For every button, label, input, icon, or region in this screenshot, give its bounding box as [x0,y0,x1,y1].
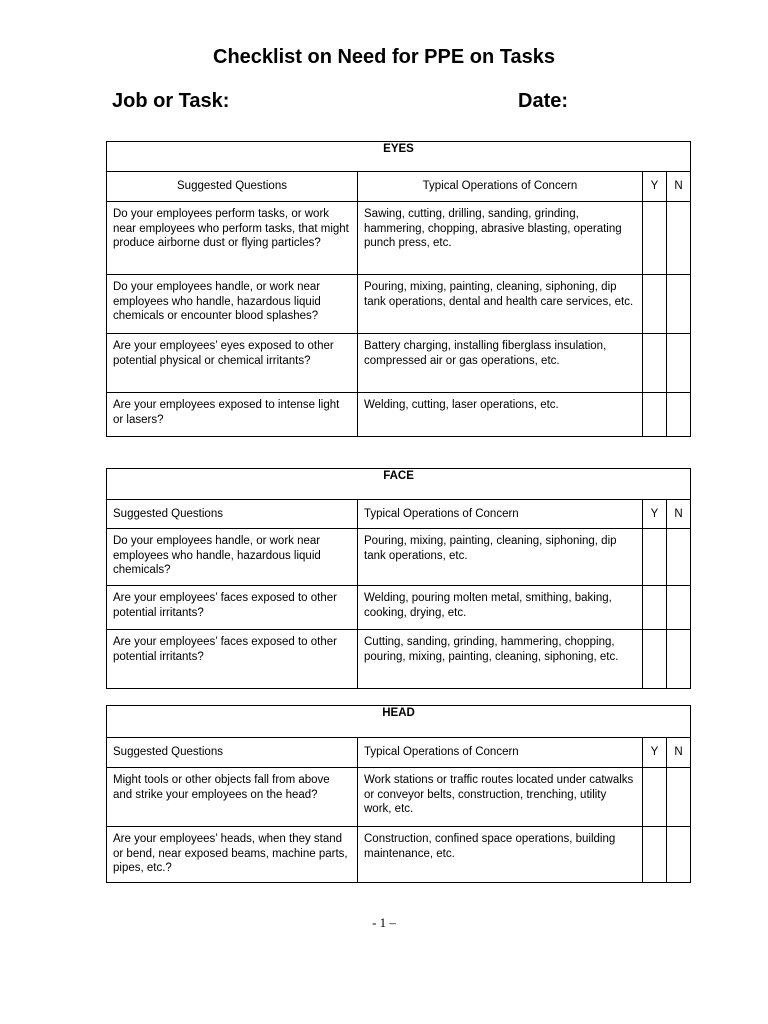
table-row [107,275,691,334]
section-title-head: HEAD [107,706,691,738]
table-row [107,586,691,630]
yes-checkbox-cell[interactable] [643,529,667,586]
column-header-operations: Typical Operations of Concern [358,500,643,529]
table-row [107,334,691,393]
question-cell: Do your employees perform tasks, or work near employees who perform tasks, that might produce airborne dust or flying particles? [107,202,358,275]
column-header-questions: Suggested Questions [107,738,358,768]
yes-checkbox-cell[interactable] [643,334,667,393]
operations-cell: Pouring, mixing, painting, cleaning, siphoning, dip tank operations, dental and health care services, etc. [358,275,643,334]
no-checkbox-cell[interactable] [667,768,691,827]
table-row [107,393,691,437]
question-cell: Are your employees exposed to intense light or lasers? [107,393,358,437]
no-checkbox-cell[interactable] [667,275,691,334]
table-row [107,202,691,275]
question-cell: Are your employees’ eyes exposed to other potential physical or chemical irritants? [107,334,358,393]
no-checkbox-cell[interactable] [667,586,691,630]
column-header-operations: Typical Operations of Concern [358,738,643,768]
operations-cell: Construction, confined space operations, building maintenance, etc. [358,827,643,883]
column-header-questions: Suggested Questions [107,500,358,529]
yes-checkbox-cell[interactable] [643,393,667,437]
operations-cell: Pouring, mixing, painting, cleaning, siphoning, dip tank operations, etc. [358,529,643,586]
table-row [107,768,691,827]
operations-cell: Welding, cutting, laser operations, etc. [358,393,643,437]
yes-checkbox-cell[interactable] [643,586,667,630]
column-header-no: N [667,172,691,202]
no-checkbox-cell[interactable] [667,393,691,437]
job-or-task-label: Job or Task: [112,90,230,112]
document-title: Checklist on Need for PPE on Tasks [213,46,555,68]
question-cell: Are your employees’ faces exposed to other potential irritants? [107,586,358,630]
date-label: Date: [518,90,569,112]
face-checklist-table [106,468,691,689]
table-row [107,630,691,689]
operations-cell: Work stations or traffic routes located under catwalks or conveyor belts, construction, trenching, utility work, etc. [358,768,643,827]
section-title-eyes: EYES [107,142,691,172]
page-number: - 1 – [372,915,396,930]
eyes-checklist-table [106,141,691,437]
column-header-yes: Y [643,738,667,768]
yes-checkbox-cell[interactable] [643,827,667,883]
yes-checkbox-cell[interactable] [643,630,667,689]
question-cell: Might tools or other objects fall from above and strike your employees on the head? [107,768,358,827]
operations-cell: Battery charging, installing fiberglass insulation, compressed air or gas operations, etc. [358,334,643,393]
table-row [107,827,691,883]
operations-cell: Cutting, sanding, grinding, hammering, chopping, pouring, mixing, painting, cleaning, siphoning, etc. [358,630,643,689]
no-checkbox-cell[interactable] [667,334,691,393]
head-checklist-table [106,705,691,883]
column-header-questions: Suggested Questions [107,172,358,202]
operations-cell: Sawing, cutting, drilling, sanding, grinding, hammering, chopping, abrasive blasting, operating punch press, etc. [358,202,643,275]
column-header-yes: Y [643,172,667,202]
question-cell: Are your employees’ heads, when they stand or bend, near exposed beams, machine parts, pipes, etc.? [107,827,358,883]
no-checkbox-cell[interactable] [667,630,691,689]
yes-checkbox-cell[interactable] [643,202,667,275]
question-cell: Do your employees handle, or work near employees who handle, hazardous liquid chemicals or encounter blood splashes? [107,275,358,334]
column-header-no: N [667,738,691,768]
column-header-operations: Typical Operations of Concern [358,172,643,202]
no-checkbox-cell[interactable] [667,202,691,275]
no-checkbox-cell[interactable] [667,529,691,586]
section-title-face: FACE [107,469,691,500]
no-checkbox-cell[interactable] [667,827,691,883]
question-cell: Are your employees’ faces exposed to other potential irritants? [107,630,358,689]
yes-checkbox-cell[interactable] [643,768,667,827]
column-header-no: N [667,500,691,529]
table-row [107,529,691,586]
column-header-yes: Y [643,500,667,529]
question-cell: Do your employees handle, or work near employees who handle, hazardous liquid chemicals? [107,529,358,586]
yes-checkbox-cell[interactable] [643,275,667,334]
operations-cell: Welding, pouring molten metal, smithing, baking, cooking, drying, etc. [358,586,643,630]
